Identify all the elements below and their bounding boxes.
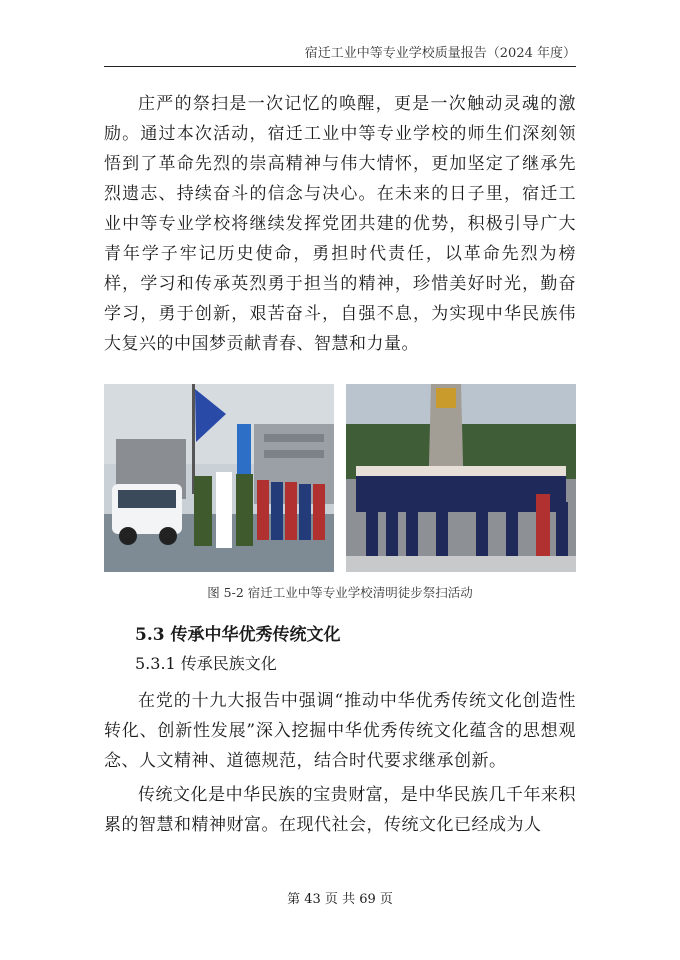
section-heading: 5.3 传承中华优秀传统文化 — [135, 625, 341, 645]
paragraph: 庄严的祭扫是一次记忆的唤醒，更是一次触动灵魂的激励。通过本次活动，宿迁工业中等专业学校的师生们深刻领悟到了革命先烈的崇高精神与伟大情怀，更加坚定了继承先烈遗志、持续奋斗的信念与决心。在未来的日子里，宿迁工业中等专业学校将继续发挥党团共建的优势，积极引导广大青年学子牢记历史使命，勇担时代责任，以革命先烈为榜样，学习和传承英烈勇于担当的精神，珍惜美好时光，勤奋学习，勇于创新，艰苦奋斗，自强不息，为实现中华民族伟大复兴的中国梦贡献青春、智慧和力量。 — [104, 94, 576, 354]
header-divider — [104, 66, 576, 67]
body-text-top — [104, 89, 576, 359]
monument-photo — [346, 384, 576, 572]
body-text-bottom — [104, 686, 576, 840]
march-photo — [104, 384, 334, 572]
figure-photos — [104, 384, 576, 572]
figure-caption: 图 5-2 宿迁工业中等专业学校清明徒步祭扫活动 — [207, 585, 473, 600]
page-header: 宿迁工业中等专业学校质量报告（2024 年度） — [304, 46, 576, 61]
page-number: 第 43 页 共 69 页 — [287, 892, 393, 907]
subsection-heading: 5.3.1 传承民族文化 — [135, 654, 277, 673]
paragraph: 传统文化是中华民族的宝贵财富，是中华民族几千年来积累的智慧和精神财富。在现代社会，传统文化已经成为人 — [104, 785, 576, 835]
paragraph: 在党的十九大报告中强调“推动中华优秀传统文化创造性转化、创新性发展”深入挖掘中华优秀传统文化蕴含的思想观念、人文精神、道德规范，结合时代要求继承创新。 — [104, 691, 576, 771]
